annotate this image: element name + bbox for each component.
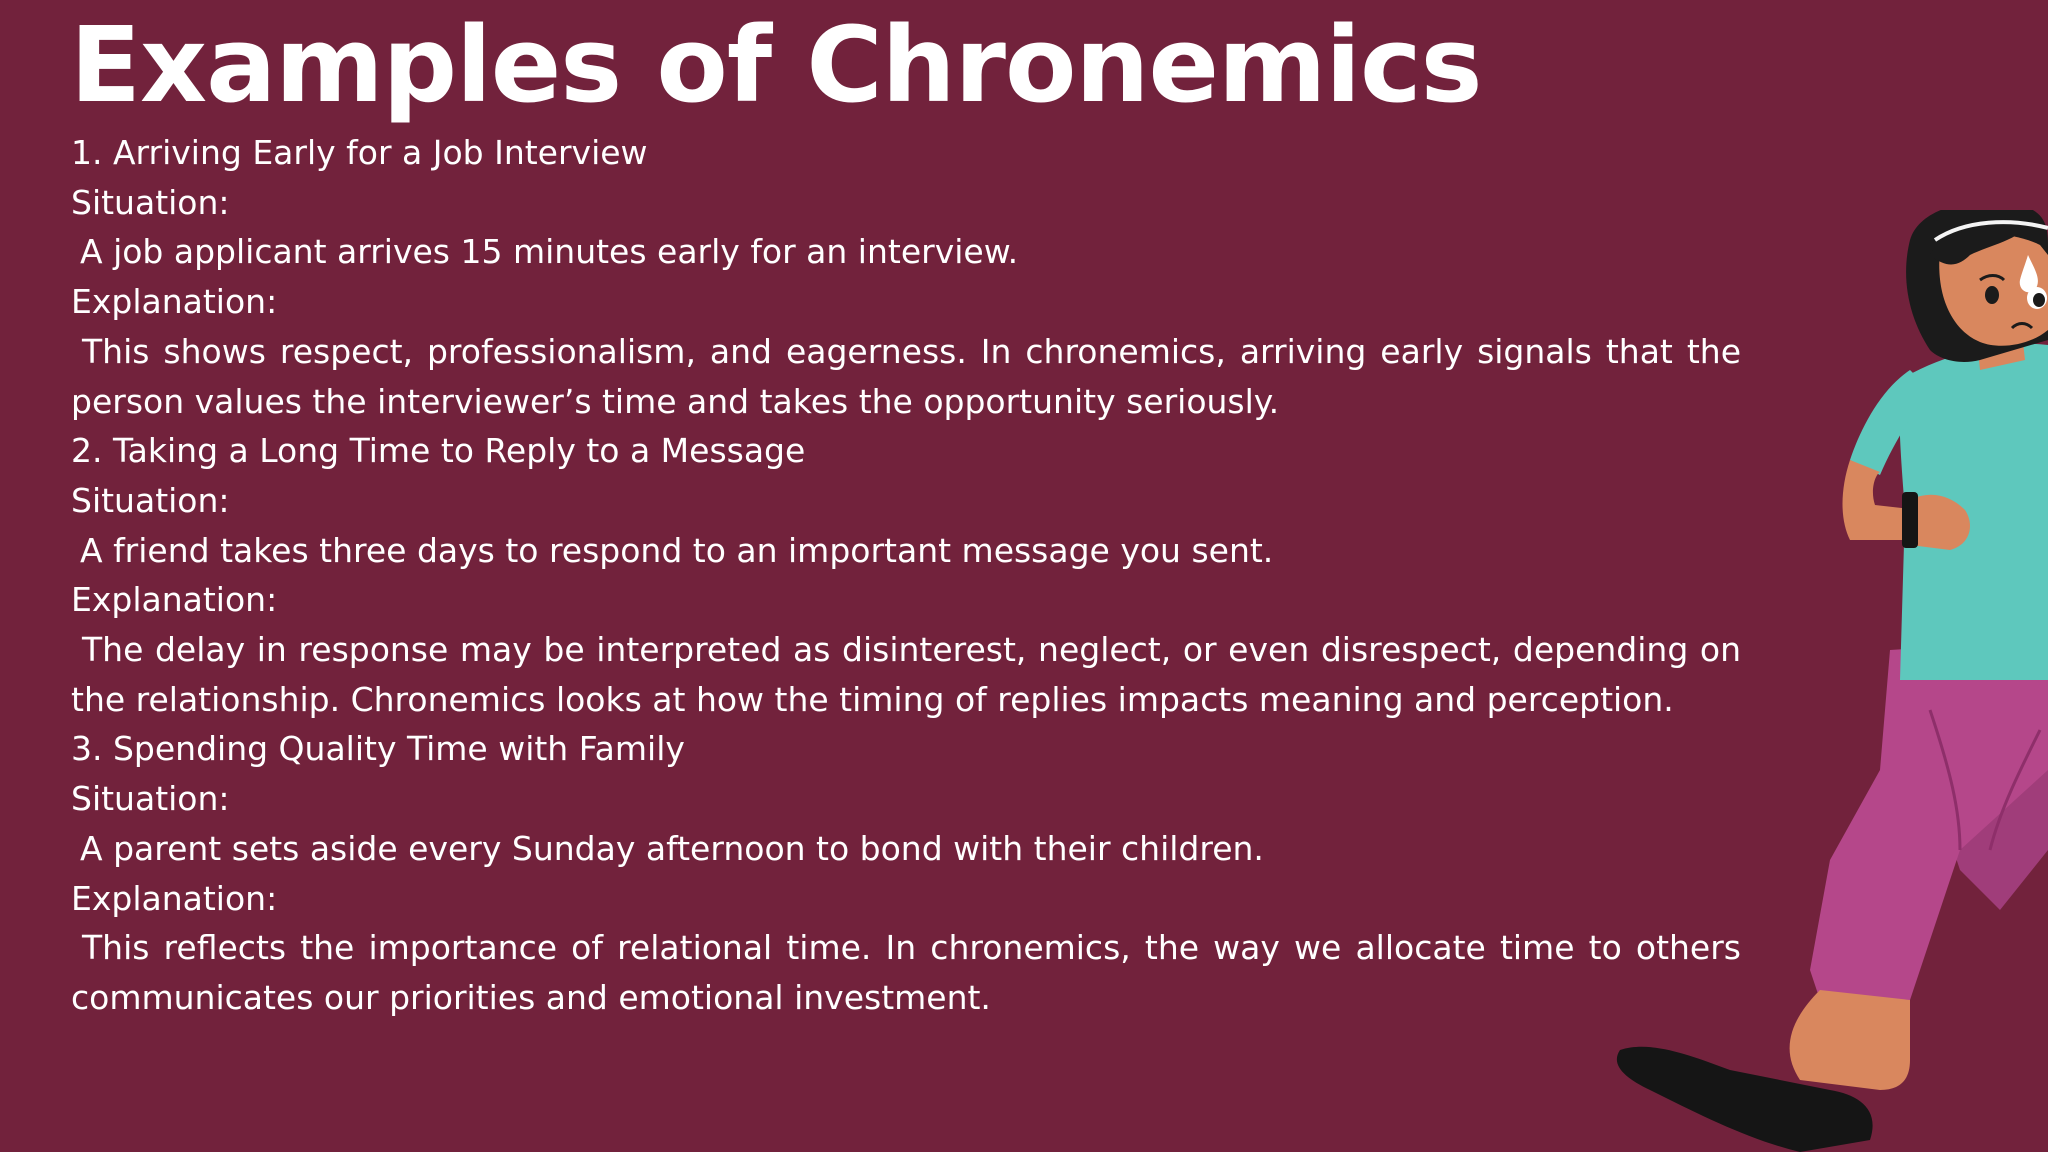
example-2-heading: 2. Taking a Long Time to Reply to a Message: [71, 431, 806, 471]
example-1-explanation: This shows respect, professionalism, and eagerness. In chronemics, arriving early signals that the person values the interviewer’s time and takes the opportunity seriously.: [71, 331, 1741, 421]
shin: [1790, 990, 1910, 1090]
example-1-heading: 1. Arriving Early for a Job Interview: [71, 133, 648, 172]
example-2-explanation-label: Explanation:: [71, 580, 278, 620]
example-3-situation-label: Situation:: [71, 779, 230, 819]
example-3-heading: 3. Spending Quality Time with Family: [71, 729, 685, 769]
example-2-explanation: The delay in response may be interpreted as disinterest, neglect, or even disrespect, depending on the relationship. Chronemics looks at how the timing of replies impacts meaning and perception.: [71, 630, 1741, 719]
eye-icon: [1985, 286, 1999, 304]
example-1-explanation-label: Explanation:: [71, 282, 278, 322]
example-2-situation-label: Situation:: [71, 480, 230, 520]
example-3-situation: A parent sets aside every Sunday afternoon to bond with their children.: [80, 828, 1264, 868]
slide-body: [71, 128, 1741, 1023]
example-1-situation-label: Situation:: [71, 182, 230, 222]
example-1-situation: A job applicant arrives 15 minutes early for an interview.: [80, 232, 1019, 272]
watch-icon: [1902, 492, 1918, 548]
woman-checking-watch-illustration: [1580, 210, 2048, 1152]
example-3-explanation-label: Explanation:: [71, 878, 278, 918]
slide-title: Examples of Chronemics: [70, 4, 1482, 126]
example-3-explanation: This reflects the importance of relational time. In chronemics, the way we allocate time to others communicates our priorities and emotional investment.: [71, 928, 1741, 1017]
example-2-situation: A friend takes three days to respond to an important message you sent.: [80, 530, 1274, 570]
